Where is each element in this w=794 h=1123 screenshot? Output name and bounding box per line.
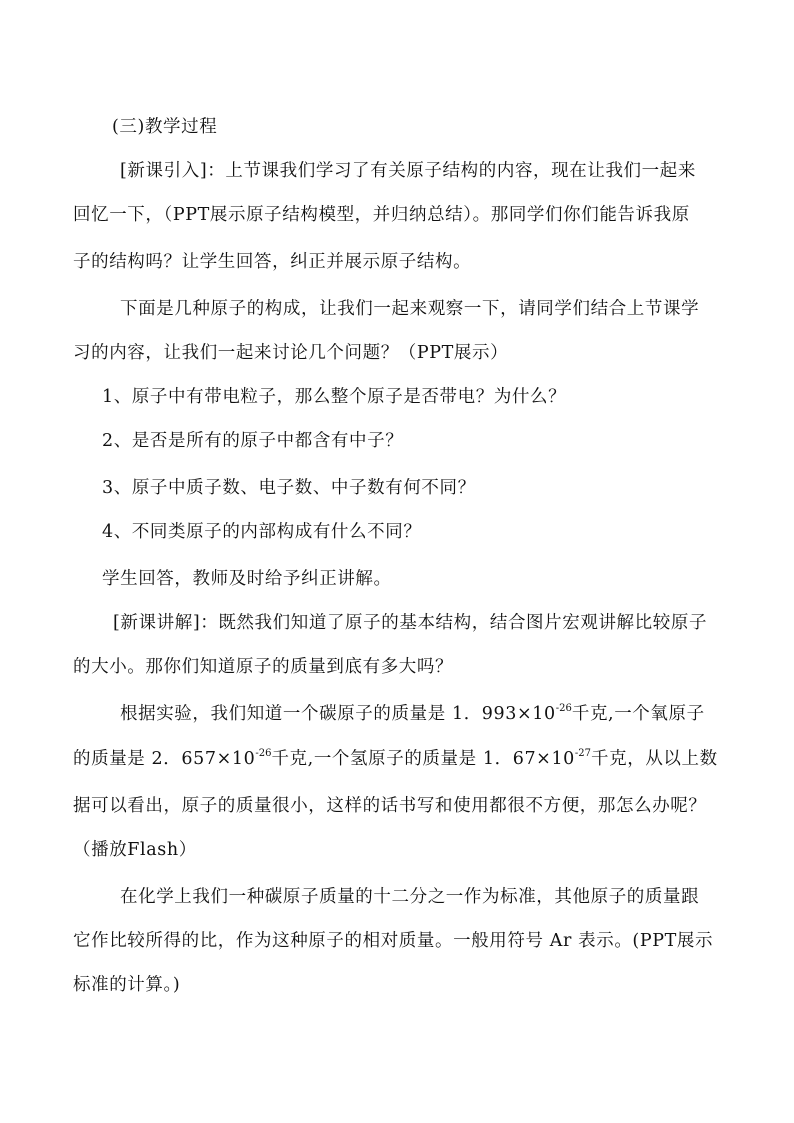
experiment-text: 的质量是 2．657×10 [73, 749, 256, 769]
experiment-line-3: 据可以看出，原子的质量很小，这样的话书写和使用都很不方便，那怎么办呢？ [73, 796, 707, 816]
student-answer-line: 学生回答，教师及时给予纠正讲解。 [102, 569, 392, 589]
explain-line-2: 的大小。那你们知道原子的质量到底有多大吗？ [73, 657, 454, 677]
standard-line-2: 它作比较所得的比，作为这种原子的相对质量。一般用符号 Ar 表示。(PPT展示 [73, 931, 714, 951]
question-item: 1、原子中有带电粒子，那么整个原子是否带电？为什么？ [102, 387, 567, 407]
experiment-line-1 [120, 702, 705, 726]
explain-line-1: [新课讲解]：既然我们知道了原子的基本结构，结合图片宏观讲解比较原子 [113, 613, 708, 633]
intro-line-3: 子的结构吗？让学生回答，纠正并展示原子结构。 [73, 252, 472, 272]
standard-line-3: 标准的计算。) [73, 975, 181, 995]
question-item: 4、不同类原子的内部构成有什么不同？ [102, 522, 422, 542]
observe-line-1: 下面是几种原子的构成，让我们一起来观察一下，请同学们结合上节课学 [120, 299, 700, 319]
question-item: 3、原子中质子数、电子数、中子数有何不同？ [102, 478, 476, 498]
experiment-text: 千克，从以上数 [591, 749, 718, 769]
experiment-line-4: （播放Flash） [73, 840, 197, 860]
experiment-text: 千克,一个氢原子的质量是 1．67×10 [271, 749, 575, 769]
observe-line-2: 习的内容，让我们一起来讨论几个问题？（PPT展示） [73, 343, 509, 363]
experiment-line-2 [73, 747, 718, 771]
section-heading: (三)教学过程 [112, 117, 218, 137]
exponent: -26 [255, 748, 272, 760]
experiment-text: 千克,一个氧原子 [571, 704, 705, 724]
experiment-text: 根据实验，我们知道一个碳原子的质量是 1．993×10 [120, 704, 556, 724]
intro-line-1: [新课引入]：上节课我们学习了有关原子结构的内容，现在让我们一起来 [120, 161, 696, 181]
exponent: -26 [555, 703, 572, 715]
exponent: -27 [574, 748, 592, 760]
intro-line-2: 回忆一下，（PPT展示原子结构模型，并归纳总结）。那同学们你们能告诉我原 [73, 205, 690, 225]
question-item: 2、是否是所有的原子中都含有中子？ [102, 431, 404, 451]
standard-line-1: 在化学上我们一种碳原子质量的十二分之一作为标准，其他原子的质量跟 [120, 887, 700, 907]
